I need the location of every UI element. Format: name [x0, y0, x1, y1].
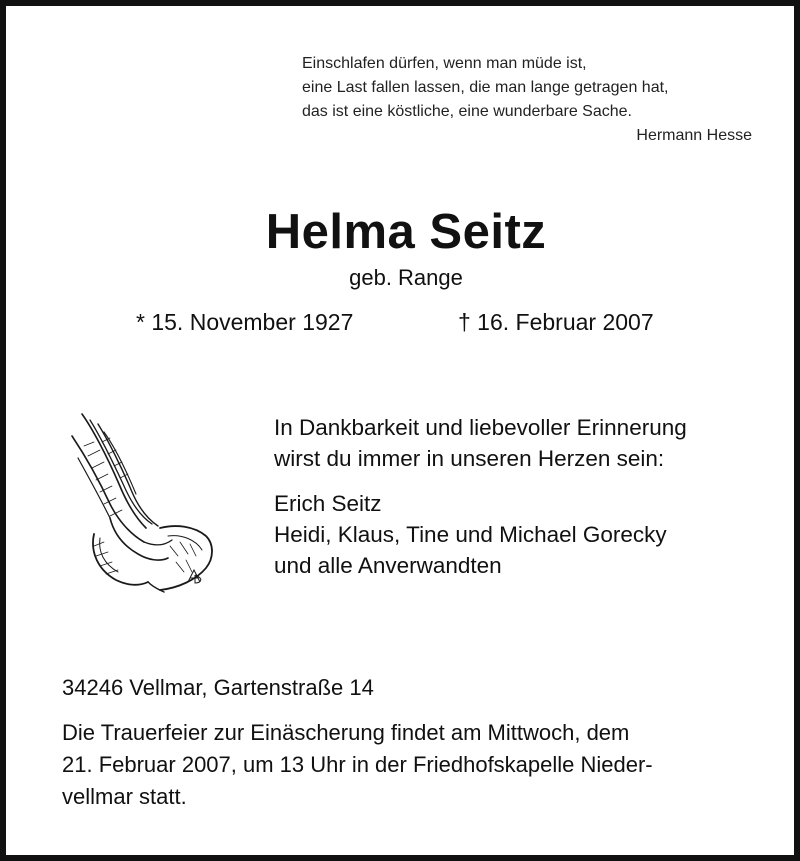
- mourner-line: und alle Anverwandten: [274, 553, 502, 578]
- funeral-line: 21. Februar 2007, um 13 Uhr in der Friedhofskapelle Nieder-: [62, 752, 653, 777]
- hesse-quote: [302, 52, 752, 148]
- spacer: [274, 474, 774, 488]
- condolence-message: [274, 412, 774, 581]
- message-line: In Dankbarkeit und liebevoller Erinnerung: [274, 415, 687, 440]
- mourner-line: Erich Seitz: [274, 491, 382, 516]
- mourner-line: Heidi, Klaus, Tine und Michael Gorecky: [274, 522, 667, 547]
- quote-line: Einschlafen dürfen, wenn man müde ist,: [302, 55, 587, 72]
- funeral-announcement: [62, 717, 762, 813]
- message-line: wirst du immer in unseren Herzen sein:: [274, 446, 665, 471]
- quote-line: eine Last fallen lassen, die man lange getragen hat,: [302, 79, 669, 96]
- family-address: 34246 Vellmar, Gartenstraße 14: [62, 675, 374, 700]
- funeral-line: Die Trauerfeier zur Einäscherung findet am Mittwoch, dem: [62, 720, 630, 745]
- deceased-name: Helma Seitz: [265, 205, 547, 259]
- praying-hands-icon: [64, 406, 224, 601]
- funeral-line: vellmar statt.: [62, 784, 187, 809]
- birth-name: geb. Range: [349, 265, 463, 290]
- quote-author: Hermann Hesse: [636, 127, 752, 144]
- birth-date: * 15. November 1927: [136, 309, 354, 335]
- quote-line: das ist eine köstliche, eine wunderbare Sache.: [302, 103, 632, 120]
- death-date: † 16. Februar 2007: [458, 309, 654, 335]
